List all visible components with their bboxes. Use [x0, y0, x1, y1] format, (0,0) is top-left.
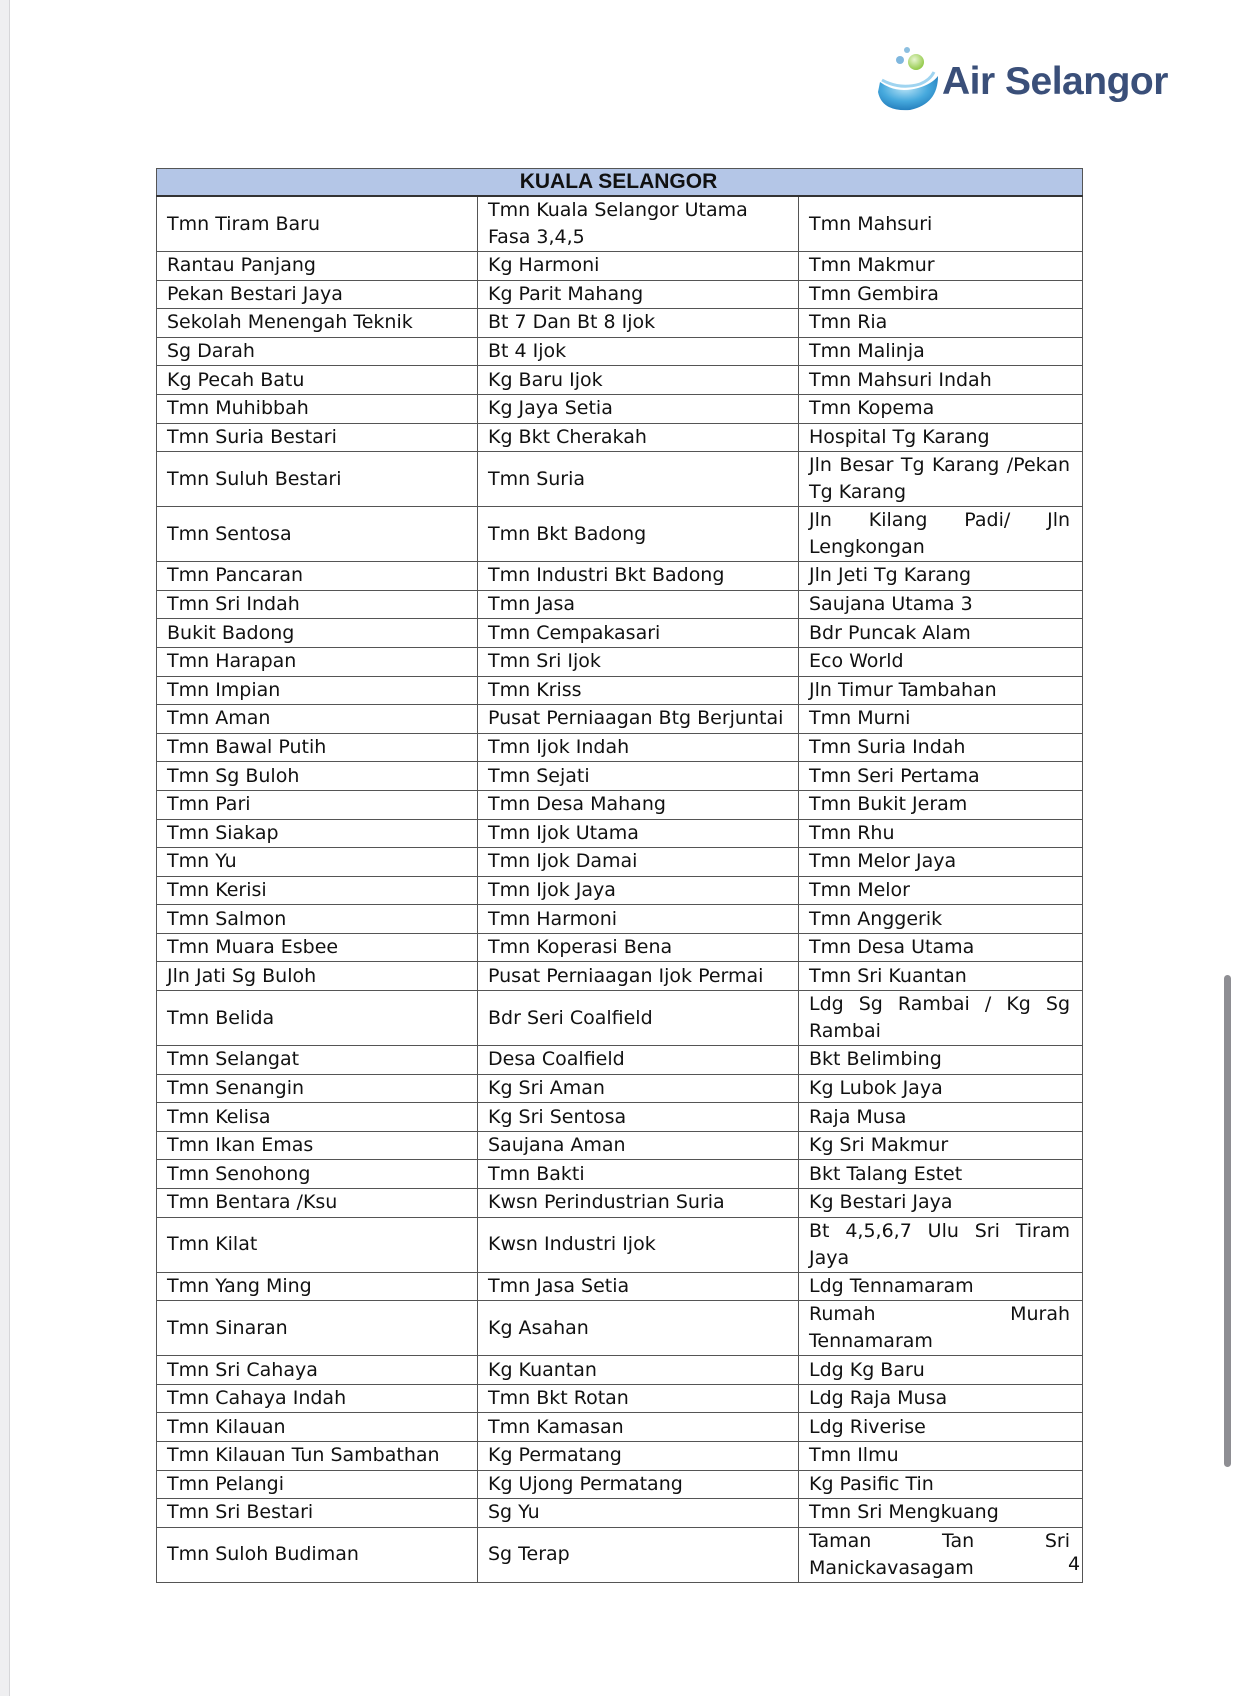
- table-row: [157, 647, 1083, 676]
- table-cell: Tmn Ikan Emas: [157, 1131, 478, 1160]
- table-cell: Sekolah Menengah Teknik: [157, 309, 478, 338]
- table-cell: Tmn Impian: [157, 676, 478, 705]
- table-cell: Kg Kuantan: [478, 1356, 799, 1385]
- table-row: [157, 1272, 1083, 1301]
- table-row: [157, 1103, 1083, 1132]
- table-cell: Tmn Kriss: [478, 676, 799, 705]
- table-cell: Pekan Bestari Jaya: [157, 280, 478, 309]
- table-cell: Tmn Malinja: [799, 337, 1083, 366]
- table-cell: Tmn Kamasan: [478, 1413, 799, 1442]
- table-cell: Kg Sri Aman: [478, 1074, 799, 1103]
- table-cell: Tmn Sri Mengkuang: [799, 1499, 1083, 1528]
- table-row: [157, 1301, 1083, 1356]
- table-cell: Tmn Sri Cahaya: [157, 1356, 478, 1385]
- scrollbar-thumb[interactable]: [1224, 975, 1231, 1467]
- table-cell: Tmn Suria Bestari: [157, 423, 478, 452]
- table-body: [157, 196, 1083, 1582]
- table-cell: Kg Pasific Tin: [799, 1470, 1083, 1499]
- table-cell: Bt 4 Ijok: [478, 337, 799, 366]
- table-cell: Tmn Harapan: [157, 647, 478, 676]
- table-header-row: [157, 169, 1083, 197]
- table-cell: Tmn Ijok Indah: [478, 733, 799, 762]
- table-cell: Kg Bestari Jaya: [799, 1189, 1083, 1218]
- table-row: [157, 1217, 1083, 1272]
- table-cell: Jln Besar Tg Karang /Pekan Tg Karang: [799, 452, 1083, 507]
- table-cell: Tmn Suloh Budiman: [157, 1527, 478, 1582]
- table-cell: Kg Asahan: [478, 1301, 799, 1356]
- table-row: [157, 196, 1083, 252]
- table-cell: Kg Bkt Cherakah: [478, 423, 799, 452]
- table-cell: Raja Musa: [799, 1103, 1083, 1132]
- table-cell: Tmn Sri Bestari: [157, 1499, 478, 1528]
- table-cell: Kg Parit Mahang: [478, 280, 799, 309]
- service-area-table: [156, 168, 1083, 1583]
- table-cell: Tmn Gembira: [799, 280, 1083, 309]
- table-row: [157, 619, 1083, 648]
- table-cell: Taman Tan Sri Manickavasagam: [799, 1527, 1083, 1582]
- table-cell: Ldg Sg Rambai / Kg Sg Rambai: [799, 991, 1083, 1046]
- table-cell: Tmn Jasa Setia: [478, 1272, 799, 1301]
- table-cell: Ldg Tennamaram: [799, 1272, 1083, 1301]
- table-cell: Tmn Ijok Damai: [478, 848, 799, 877]
- table-cell: Tmn Cahaya Indah: [157, 1384, 478, 1413]
- table-cell: Kg Ujong Permatang: [478, 1470, 799, 1499]
- table-cell: Tmn Kelisa: [157, 1103, 478, 1132]
- table-row: [157, 848, 1083, 877]
- table-cell: Rumah Murah Tennamaram: [799, 1301, 1083, 1356]
- table-cell: Tmn Pari: [157, 790, 478, 819]
- table-row: [157, 1413, 1083, 1442]
- table-row: [157, 252, 1083, 281]
- table-cell: Tmn Sri Ijok: [478, 647, 799, 676]
- table-row: [157, 876, 1083, 905]
- table-cell: Tmn Mahsuri: [799, 196, 1083, 252]
- table-title: KUALA SELANGOR: [157, 169, 1083, 197]
- table-cell: Tmn Seri Pertama: [799, 762, 1083, 791]
- table-cell: Tmn Sg Buloh: [157, 762, 478, 791]
- table-cell: Tmn Bkt Badong: [478, 507, 799, 562]
- document-left-edge: [0, 0, 10, 1696]
- table-cell: Sg Yu: [478, 1499, 799, 1528]
- table-cell: Desa Coalfield: [478, 1046, 799, 1075]
- table-row: [157, 1074, 1083, 1103]
- table-cell: Tmn Melor Jaya: [799, 848, 1083, 877]
- table-cell: Tmn Harmoni: [478, 905, 799, 934]
- table-row: [157, 366, 1083, 395]
- table-row: [157, 1527, 1083, 1582]
- table-cell: Tmn Industri Bkt Badong: [478, 562, 799, 591]
- table-row: [157, 1470, 1083, 1499]
- table-cell: Saujana Utama 3: [799, 590, 1083, 619]
- table-cell: Kwsn Perindustrian Suria: [478, 1189, 799, 1218]
- table-row: [157, 423, 1083, 452]
- table-row: [157, 1499, 1083, 1528]
- table-row: [157, 1189, 1083, 1218]
- table-cell: Tmn Muara Esbee: [157, 933, 478, 962]
- table-cell: Tmn Ilmu: [799, 1442, 1083, 1471]
- table-cell: Tmn Bentara /Ksu: [157, 1189, 478, 1218]
- table-cell: Tmn Belida: [157, 991, 478, 1046]
- table-cell: Tmn Bawal Putih: [157, 733, 478, 762]
- table-cell: Tmn Jasa: [478, 590, 799, 619]
- table-cell: Rantau Panjang: [157, 252, 478, 281]
- table-cell: Bdr Seri Coalfield: [478, 991, 799, 1046]
- table-cell: Tmn Bukit Jeram: [799, 790, 1083, 819]
- table-cell: Tmn Yu: [157, 848, 478, 877]
- table-cell: Tmn Sinaran: [157, 1301, 478, 1356]
- table-cell: Tmn Suria: [478, 452, 799, 507]
- table-cell: Kg Lubok Jaya: [799, 1074, 1083, 1103]
- table-cell: Tmn Cempakasari: [478, 619, 799, 648]
- table-row: [157, 280, 1083, 309]
- table-cell: Ldg Raja Musa: [799, 1384, 1083, 1413]
- table-cell: Tmn Ijok Utama: [478, 819, 799, 848]
- table-cell: Tmn Aman: [157, 705, 478, 734]
- table-row: [157, 562, 1083, 591]
- table-cell: Tmn Kilat: [157, 1217, 478, 1272]
- table-row: [157, 733, 1083, 762]
- table-cell: Bukit Badong: [157, 619, 478, 648]
- table-cell: Tmn Anggerik: [799, 905, 1083, 934]
- table-cell: Bt 4,5,6,7 Ulu Sri Tiram Jaya: [799, 1217, 1083, 1272]
- table-cell: Tmn Sri Kuantan: [799, 962, 1083, 991]
- table-row: [157, 394, 1083, 423]
- table-cell: Tmn Tiram Baru: [157, 196, 478, 252]
- table-cell: Tmn Kopema: [799, 394, 1083, 423]
- table-cell: Kg Pecah Batu: [157, 366, 478, 395]
- table-row: [157, 507, 1083, 562]
- table-cell: Jln Timur Tambahan: [799, 676, 1083, 705]
- table-cell: Tmn Kuala Selangor Utama Fasa 3,4,5: [478, 196, 799, 252]
- table-cell: Tmn Selangat: [157, 1046, 478, 1075]
- table-cell: Tmn Kilauan: [157, 1413, 478, 1442]
- table-cell: Tmn Murni: [799, 705, 1083, 734]
- table-cell: Jln Kilang Padi/ Jln Lengkongan: [799, 507, 1083, 562]
- table-cell: Tmn Desa Utama: [799, 933, 1083, 962]
- table-cell: Tmn Senohong: [157, 1160, 478, 1189]
- table-cell: Bkt Belimbing: [799, 1046, 1083, 1075]
- table-cell: Kg Harmoni: [478, 252, 799, 281]
- table-cell: Tmn Koperasi Bena: [478, 933, 799, 962]
- table-cell: Tmn Ijok Jaya: [478, 876, 799, 905]
- table-cell: Tmn Sejati: [478, 762, 799, 791]
- table-cell: Tmn Sentosa: [157, 507, 478, 562]
- air-selangor-logo: [876, 42, 1176, 114]
- table-cell: Tmn Sri Indah: [157, 590, 478, 619]
- table-cell: Sg Terap: [478, 1527, 799, 1582]
- table-row: [157, 1356, 1083, 1385]
- table-cell: Tmn Bkt Rotan: [478, 1384, 799, 1413]
- table-cell: Kg Sri Sentosa: [478, 1103, 799, 1132]
- table-cell: Sg Darah: [157, 337, 478, 366]
- table-row: [157, 1160, 1083, 1189]
- table-cell: Tmn Bakti: [478, 1160, 799, 1189]
- table-cell: Hospital Tg Karang: [799, 423, 1083, 452]
- table-cell: Tmn Salmon: [157, 905, 478, 934]
- table-cell: Jln Jati Sg Buloh: [157, 962, 478, 991]
- table-cell: Tmn Rhu: [799, 819, 1083, 848]
- table-cell: Ldg Riverise: [799, 1413, 1083, 1442]
- table-row: [157, 905, 1083, 934]
- table-row: [157, 991, 1083, 1046]
- table-cell: Bt 7 Dan Bt 8 Ijok: [478, 309, 799, 338]
- water-drop-logo-icon: [876, 42, 942, 114]
- table-cell: Tmn Mahsuri Indah: [799, 366, 1083, 395]
- table-cell: Eco World: [799, 647, 1083, 676]
- table-row: [157, 452, 1083, 507]
- table-cell: Tmn Desa Mahang: [478, 790, 799, 819]
- table-cell: Tmn Kilauan Tun Sambathan: [157, 1442, 478, 1471]
- table-cell: Tmn Melor: [799, 876, 1083, 905]
- table-cell: Saujana Aman: [478, 1131, 799, 1160]
- table-cell: Tmn Senangin: [157, 1074, 478, 1103]
- table-row: [157, 705, 1083, 734]
- table-cell: Tmn Siakap: [157, 819, 478, 848]
- table-row: [157, 819, 1083, 848]
- table-cell: Pusat Perniaagan Btg Berjuntai: [478, 705, 799, 734]
- table-cell: Tmn Suluh Bestari: [157, 452, 478, 507]
- table-cell: Ldg Kg Baru: [799, 1356, 1083, 1385]
- table-row: [157, 762, 1083, 791]
- table-cell: Tmn Makmur: [799, 252, 1083, 281]
- table-row: [157, 337, 1083, 366]
- table-cell: Tmn Suria Indah: [799, 733, 1083, 762]
- table-cell: Kg Sri Makmur: [799, 1131, 1083, 1160]
- table-cell: Jln Jeti Tg Karang: [799, 562, 1083, 591]
- table-cell: Kwsn Industri Ijok: [478, 1217, 799, 1272]
- table-row: [157, 962, 1083, 991]
- table-cell: Kg Baru Ijok: [478, 366, 799, 395]
- table-cell: Tmn Pelangi: [157, 1470, 478, 1499]
- table-row: [157, 1131, 1083, 1160]
- table-row: [157, 676, 1083, 705]
- table-cell: Tmn Muhibbah: [157, 394, 478, 423]
- table-cell: Tmn Kerisi: [157, 876, 478, 905]
- table-row: [157, 790, 1083, 819]
- brand-name: Air Selangor: [942, 60, 1168, 103]
- table-row: [157, 1442, 1083, 1471]
- table-cell: Kg Jaya Setia: [478, 394, 799, 423]
- table-row: [157, 309, 1083, 338]
- table-cell: Pusat Perniaagan Ijok Permai: [478, 962, 799, 991]
- page-number: 4: [1068, 1553, 1081, 1575]
- table-row: [157, 1384, 1083, 1413]
- table-cell: Bdr Puncak Alam: [799, 619, 1083, 648]
- table-cell: Tmn Pancaran: [157, 562, 478, 591]
- table-row: [157, 933, 1083, 962]
- table-cell: Tmn Yang Ming: [157, 1272, 478, 1301]
- table-cell: Kg Permatang: [478, 1442, 799, 1471]
- table-cell: Bkt Talang Estet: [799, 1160, 1083, 1189]
- table-cell: Tmn Ria: [799, 309, 1083, 338]
- table-row: [157, 1046, 1083, 1075]
- table-row: [157, 590, 1083, 619]
